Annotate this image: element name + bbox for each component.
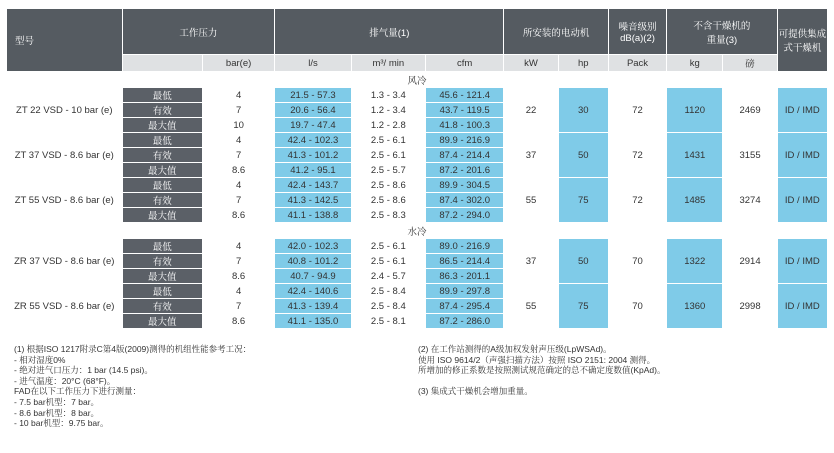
pressure-bar: 7 bbox=[202, 103, 274, 118]
flow-ls: 42.4 - 140.6 bbox=[275, 284, 351, 299]
header-fad: 排气量(1) bbox=[275, 9, 504, 55]
flow-cfm: 87.4 - 302.0 bbox=[425, 193, 503, 208]
flow-cfm: 41.8 - 100.3 bbox=[425, 118, 503, 133]
header-noise: 噪音级别 dB(a)(2) bbox=[608, 9, 666, 55]
footnotes-left bbox=[14, 344, 251, 429]
motor-kw: 37 bbox=[504, 133, 558, 178]
section-title: 风冷 bbox=[7, 72, 828, 88]
level-label: 有效 bbox=[122, 193, 202, 208]
flow-m3: 1.2 - 3.4 bbox=[351, 103, 425, 118]
level-label: 有效 bbox=[122, 103, 202, 118]
flow-ls: 40.7 - 94.9 bbox=[275, 269, 351, 284]
weight-lb: 2914 bbox=[723, 239, 777, 284]
level-label: 最低 bbox=[122, 88, 202, 103]
level-label: 最大值 bbox=[122, 208, 202, 223]
motor-kw: 37 bbox=[504, 239, 558, 284]
motor-kw: 55 bbox=[504, 178, 558, 223]
pressure-bar: 4 bbox=[202, 284, 274, 299]
level-label: 最低 bbox=[122, 178, 202, 193]
table-row bbox=[7, 239, 828, 254]
flow-m3: 2.5 - 6.1 bbox=[351, 239, 425, 254]
pressure-bar: 8.6 bbox=[202, 269, 274, 284]
specification-table bbox=[6, 8, 828, 329]
weight-kg: 1120 bbox=[667, 88, 723, 133]
flow-cfm: 45.6 - 121.4 bbox=[425, 88, 503, 103]
dryer-availability: ID / IMD bbox=[777, 133, 827, 178]
flow-cfm: 89.9 - 216.9 bbox=[425, 133, 503, 148]
flow-ls: 21.5 - 57.3 bbox=[275, 88, 351, 103]
flow-cfm: 87.4 - 295.4 bbox=[425, 299, 503, 314]
flow-ls: 20.6 - 56.4 bbox=[275, 103, 351, 118]
footnote-line: - 7.5 bar机型：7 bar。 bbox=[14, 396, 100, 407]
header-model: 型号 bbox=[7, 9, 123, 72]
pressure-bar: 4 bbox=[202, 88, 274, 103]
header-dryer: 可提供集成 式干燥机 bbox=[777, 9, 827, 72]
weight-kg: 1485 bbox=[667, 178, 723, 223]
motor-hp: 50 bbox=[558, 133, 608, 178]
flow-ls: 42.0 - 102.3 bbox=[275, 239, 351, 254]
footnote-line: (2) 在工作站测得的A级加权发射声压级(LpWSAd)。 bbox=[418, 344, 612, 354]
header-pressure: 工作压力 bbox=[122, 9, 275, 55]
pressure-bar: 8.6 bbox=[202, 208, 274, 223]
noise-pack: 70 bbox=[608, 284, 666, 329]
table-row bbox=[7, 133, 828, 148]
flow-cfm: 86.5 - 214.4 bbox=[425, 254, 503, 269]
pressure-bar: 7 bbox=[202, 193, 274, 208]
motor-hp: 75 bbox=[558, 284, 608, 329]
section-title: 水冷 bbox=[7, 223, 828, 239]
flow-m3: 2.5 - 8.6 bbox=[351, 193, 425, 208]
subheader-kw: kW bbox=[504, 55, 558, 72]
flow-m3: 2.5 - 6.1 bbox=[351, 133, 425, 148]
pressure-bar: 7 bbox=[202, 254, 274, 269]
flow-m3: 2.5 - 8.1 bbox=[351, 314, 425, 329]
subheader-lb: 磅 bbox=[723, 55, 777, 72]
dryer-availability: ID / IMD bbox=[777, 284, 827, 329]
footnote-line: - 绝对进气口压力：1 bar (14.5 psi)。 bbox=[14, 365, 153, 376]
noise-pack: 70 bbox=[608, 239, 666, 284]
level-label: 有效 bbox=[122, 148, 202, 163]
footnotes-right bbox=[418, 344, 665, 397]
footnote-line: - 8.6 bar机型：8 bar。 bbox=[14, 407, 100, 418]
model-name: ZT 37 VSD - 8.6 bar (e) bbox=[7, 133, 123, 178]
pressure-bar: 10 bbox=[202, 118, 274, 133]
footnote-line bbox=[418, 376, 665, 387]
noise-pack: 72 bbox=[608, 178, 666, 223]
flow-cfm: 86.3 - 201.1 bbox=[425, 269, 503, 284]
header-weight: 不含干燥机的 重量(3) bbox=[667, 9, 778, 55]
flow-m3: 1.2 - 2.8 bbox=[351, 118, 425, 133]
table-row bbox=[7, 284, 828, 299]
flow-m3: 2.5 - 8.4 bbox=[351, 299, 425, 314]
flow-cfm: 89.0 - 216.9 bbox=[425, 239, 503, 254]
flow-cfm: 87.2 - 294.0 bbox=[425, 208, 503, 223]
dryer-availability: ID / IMD bbox=[777, 88, 827, 133]
level-label: 最低 bbox=[122, 239, 202, 254]
flow-m3: 1.3 - 3.4 bbox=[351, 88, 425, 103]
noise-pack: 72 bbox=[608, 88, 666, 133]
motor-hp: 30 bbox=[558, 88, 608, 133]
model-name: ZR 37 VSD - 8.6 bar (e) bbox=[7, 239, 123, 284]
weight-lb: 3155 bbox=[723, 133, 777, 178]
flow-ls: 40.8 - 101.2 bbox=[275, 254, 351, 269]
level-label: 最大值 bbox=[122, 314, 202, 329]
footnote-line: (3) 集成式干燥机会增加重量。 bbox=[418, 386, 533, 397]
flow-cfm: 89.9 - 297.8 bbox=[425, 284, 503, 299]
subheader-level-blank bbox=[122, 55, 202, 72]
level-label: 最低 bbox=[122, 284, 202, 299]
subheader-ls: l/s bbox=[275, 55, 351, 72]
flow-ls: 41.2 - 95.1 bbox=[275, 163, 351, 178]
subheader-cfm: cfm bbox=[425, 55, 503, 72]
pressure-bar: 4 bbox=[202, 178, 274, 193]
flow-ls: 42.4 - 143.7 bbox=[275, 178, 351, 193]
flow-ls: 19.7 - 47.4 bbox=[275, 118, 351, 133]
flow-ls: 41.3 - 142.5 bbox=[275, 193, 351, 208]
subheader-hp: hp bbox=[558, 55, 608, 72]
footnote-line: 所增加的修正系数是按照测试规范确定的总不确定度数值(KpAd)。 bbox=[418, 365, 666, 376]
flow-cfm: 87.2 - 201.6 bbox=[425, 163, 503, 178]
subheader-bar: bar(e) bbox=[202, 55, 274, 72]
flow-m3: 2.5 - 6.1 bbox=[351, 148, 425, 163]
level-label: 最大值 bbox=[122, 269, 202, 284]
footnote-line: - 相对湿度0% bbox=[14, 354, 66, 365]
flow-m3: 2.5 - 8.3 bbox=[351, 208, 425, 223]
flow-m3: 2.4 - 5.7 bbox=[351, 269, 425, 284]
section-row bbox=[7, 223, 828, 239]
table-row bbox=[7, 178, 828, 193]
dryer-availability: ID / IMD bbox=[777, 178, 827, 223]
noise-pack: 72 bbox=[608, 133, 666, 178]
flow-cfm: 87.4 - 214.4 bbox=[425, 148, 503, 163]
header-motor: 所安装的电动机 bbox=[504, 9, 609, 55]
subheader-m3: m³/ min bbox=[351, 55, 425, 72]
weight-lb: 2998 bbox=[723, 284, 777, 329]
footnote-line: 使用 ISO 9614/2（声强扫描方法）按照 ISO 2151: 2004 测得。 bbox=[418, 354, 656, 365]
level-label: 最大值 bbox=[122, 163, 202, 178]
flow-m3: 2.5 - 6.1 bbox=[351, 254, 425, 269]
pressure-bar: 4 bbox=[202, 239, 274, 254]
model-name: ZR 55 VSD - 8.6 bar (e) bbox=[7, 284, 123, 329]
flow-m3: 2.5 - 5.7 bbox=[351, 163, 425, 178]
weight-lb: 2469 bbox=[723, 88, 777, 133]
flow-ls: 41.1 - 138.8 bbox=[275, 208, 351, 223]
motor-hp: 75 bbox=[558, 178, 608, 223]
flow-cfm: 87.2 - 286.0 bbox=[425, 314, 503, 329]
pressure-bar: 4 bbox=[202, 133, 274, 148]
level-label: 有效 bbox=[122, 299, 202, 314]
motor-hp: 50 bbox=[558, 239, 608, 284]
flow-cfm: 43.7 - 119.5 bbox=[425, 103, 503, 118]
footnote-line: FAD在以下工作压力下进行测量： bbox=[14, 386, 142, 397]
weight-kg: 1431 bbox=[667, 133, 723, 178]
weight-lb: 3274 bbox=[723, 178, 777, 223]
section-row bbox=[7, 72, 828, 88]
flow-ls: 41.3 - 139.4 bbox=[275, 299, 351, 314]
model-name: ZT 55 VSD - 8.6 bar (e) bbox=[7, 178, 123, 223]
footnote-line: - 10 bar机型：9.75 bar。 bbox=[14, 418, 109, 429]
subheader-pack: Pack bbox=[608, 55, 666, 72]
level-label: 有效 bbox=[122, 254, 202, 269]
motor-kw: 22 bbox=[504, 88, 558, 133]
flow-m3: 2.5 - 8.4 bbox=[351, 284, 425, 299]
weight-kg: 1322 bbox=[667, 239, 723, 284]
motor-kw: 55 bbox=[504, 284, 558, 329]
flow-ls: 41.3 - 101.2 bbox=[275, 148, 351, 163]
subheader-kg: kg bbox=[667, 55, 723, 72]
pressure-bar: 8.6 bbox=[202, 163, 274, 178]
pressure-bar: 7 bbox=[202, 299, 274, 314]
dryer-availability: ID / IMD bbox=[777, 239, 827, 284]
table-row bbox=[7, 88, 828, 103]
pressure-bar: 7 bbox=[202, 148, 274, 163]
model-name: ZT 22 VSD - 10 bar (e) bbox=[7, 88, 123, 133]
flow-ls: 41.1 - 135.0 bbox=[275, 314, 351, 329]
flow-cfm: 89.9 - 304.5 bbox=[425, 178, 503, 193]
pressure-bar: 8.6 bbox=[202, 314, 274, 329]
header-row bbox=[7, 9, 828, 55]
subheader-row bbox=[7, 55, 828, 72]
level-label: 最大值 bbox=[122, 118, 202, 133]
weight-kg: 1360 bbox=[667, 284, 723, 329]
footnote-line: - 进气温度：20°C (68°F)。 bbox=[14, 375, 116, 386]
level-label: 最低 bbox=[122, 133, 202, 148]
footnote-line: (1) 根据ISO 1217附录C第4版(2009)测得的机组性能参考工况： bbox=[14, 344, 252, 354]
flow-m3: 2.5 - 8.6 bbox=[351, 178, 425, 193]
flow-ls: 42.4 - 102.3 bbox=[275, 133, 351, 148]
